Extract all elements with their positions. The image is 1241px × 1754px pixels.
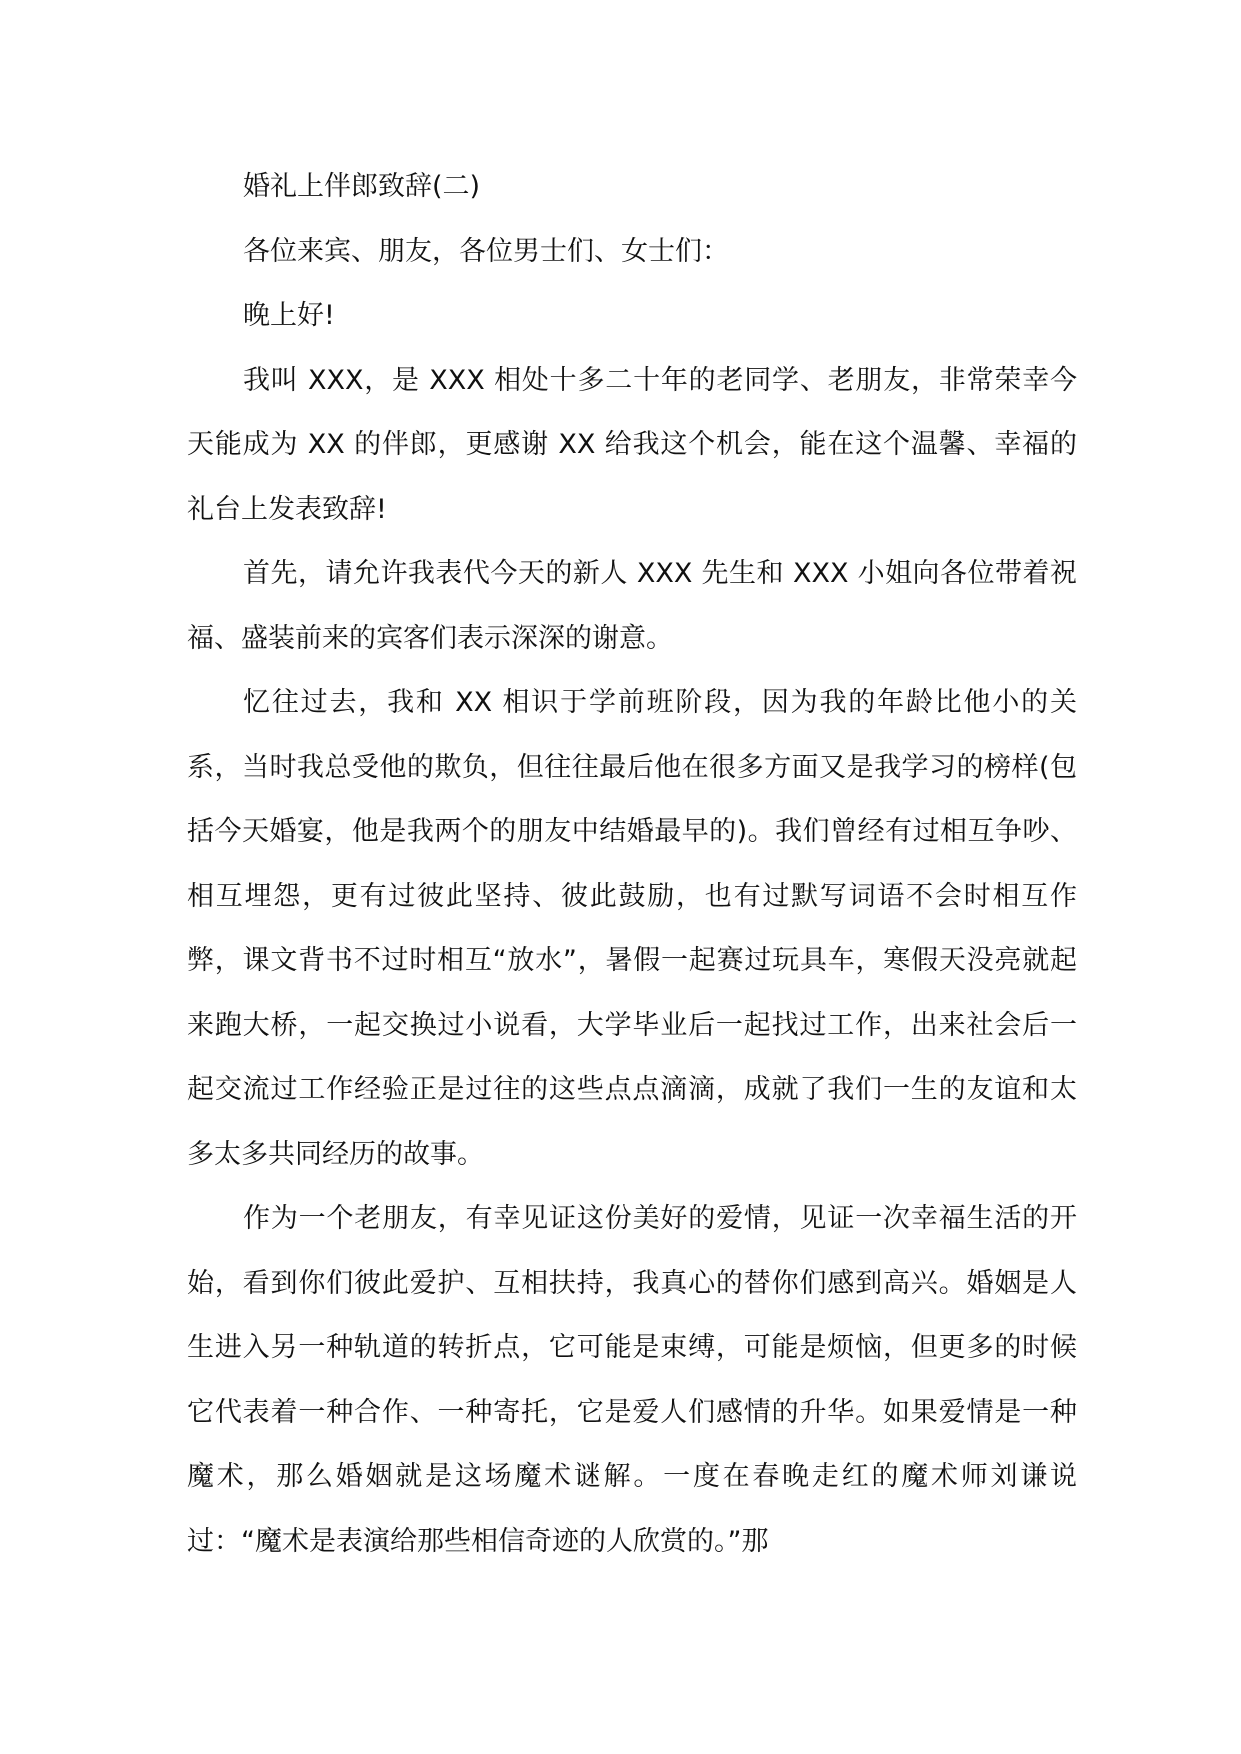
document-body	[187, 155, 1077, 1574]
paragraph-greeting: 各位来宾、朋友，各位男士们、女士们：	[243, 235, 729, 267]
paragraph-marriage: 作为一个老朋友，有幸见证这份美好的爱情，见证一次幸福生活的开始，看到你们彼此爱护、互相扶持，我真心的替你们感到高兴。婚姻是人生进入另一种轨道的转折点，它可能是束缚，可能是烦恼，但更多的时候它代表着一种合作、一种寄托，它是爱人们感情的升华。如果爱情是一种魔术，那么婚姻就是这场魔术谜解。一度在春晚走红的魔术师刘谦说过：“魔术是表演给那些相信奇迹的人欣赏的。”那	[187, 1203, 1077, 1557]
paragraph-good-evening: 晚上好!	[243, 300, 335, 331]
paragraph-thanks: 首先，请允许我表代今天的新人 XXX 先生和 XXX 小姐向各位带着祝福、盛装前来的宾客们表示深深的谢意。	[187, 558, 1077, 654]
paragraph-memories: 忆往过去，我和 XX 相识于学前班阶段，因为我的年龄比他小的关系，当时我总受他的欺负，但往往最后他在很多方面又是我学习的榜样(包括今天婚宴，他是我两个的朋友中结婚最早的)。我们曾经有过相互争吵、相互埋怨，更有过彼此坚持、彼此鼓励，也有过默写词语不会时相互作弊，课文背书不过时相互“放水”，暑假一起赛过玩具车，寒假天没亮就起来跑大桥，一起交换过小说看，大学毕业后一起找过工作，出来社会后一起交流过工作经验正是过往的这些点点滴滴，成就了我们一生的友谊和太多太多共同经历的故事。	[187, 687, 1077, 1170]
paragraph-introduction: 我叫 XXX，是 XXX 相处十多二十年的老同学、老朋友，非常荣幸今天能成为 XX 的伴郎，更感谢 XX 给我这个机会，能在这个温馨、幸福的礼台上发表致辞!	[187, 364, 1077, 525]
document-title: 婚礼上伴郎致辞(二)	[243, 171, 481, 202]
